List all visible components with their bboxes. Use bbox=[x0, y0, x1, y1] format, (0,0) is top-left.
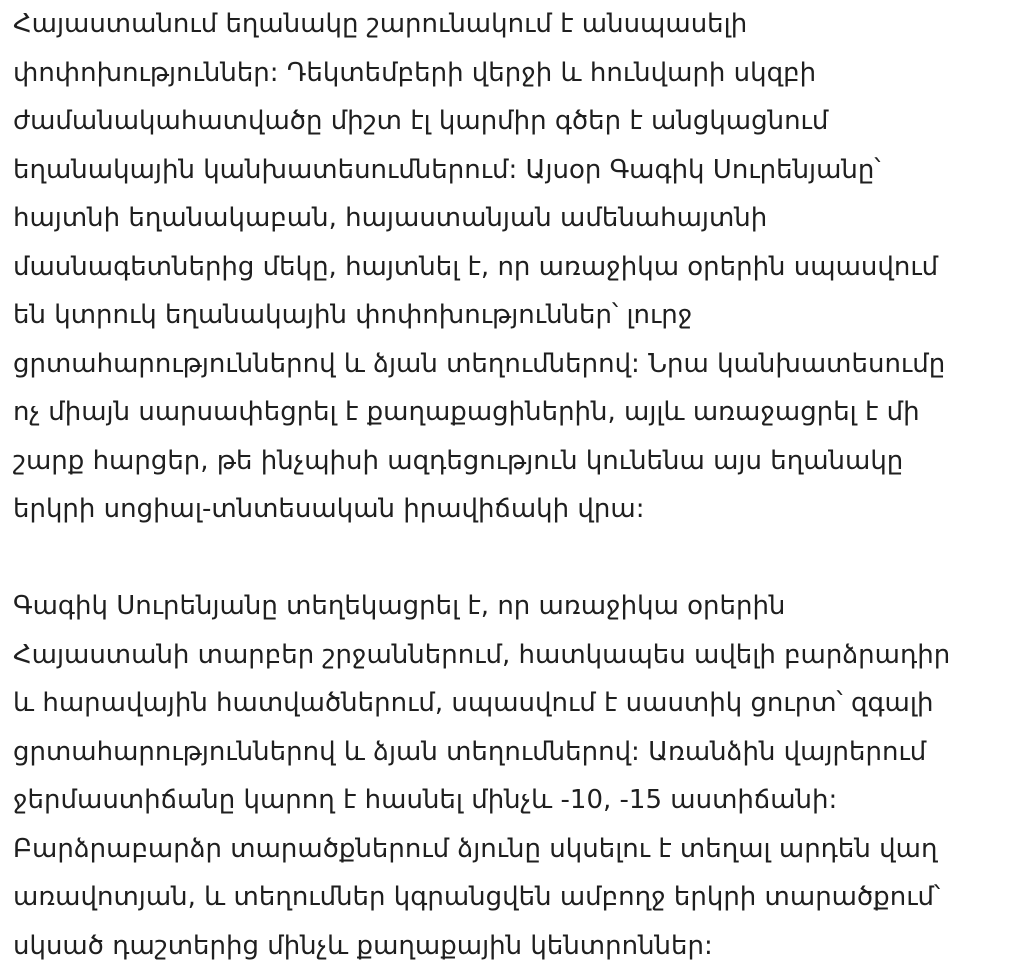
text-line: Բարձրաբարձր տարածքներում ձյունը սկսելու է տեղալ արդեն վաղ bbox=[13, 833, 938, 864]
text-line: շարք հարցեր, թե ինչպիսի ազդեցություն կունենա այս եղանակը bbox=[13, 445, 904, 476]
text-line: մասնագետներից մեկը, հայտնել է, որ առաջիկա օրերին սպասվում bbox=[13, 251, 939, 282]
article-body bbox=[13, 0, 1013, 970]
text-line: փոփոխություններ: Դեկտեմբերի վերջի և հունվարի սկզբի bbox=[13, 57, 817, 88]
text-line: առավոտյան, և տեղումներ կգրանցվեն ամբողջ երկրի տարածքում՝ bbox=[13, 882, 941, 912]
text-line: երկրի սոցիալ-տնտեսական իրավիճակի վրա: bbox=[13, 494, 645, 524]
text-line: Հայաստանի տարբեր շրջաններում, հատկապես ավելի բարձրադիր bbox=[13, 639, 951, 670]
text-line: ջերմաստիճանը կարող է հասնել մինչև -10, -15 աստիճանի: bbox=[13, 785, 838, 815]
text-line: ցրտահարություններով և ձյան տեղումներով: Նրա կանխատեսումը bbox=[13, 348, 946, 379]
text-line: հայտնի եղանակաբան, հայաստանյան ամենահայտնի bbox=[13, 203, 768, 233]
paragraph-2 bbox=[13, 582, 1013, 970]
text-line: Գագիկ Սուրենյանը տեղեկացրել է, որ առաջիկա օրերին bbox=[13, 591, 786, 621]
text-line: և հարավային հատվածներում, սպասվում է սաստիկ ցուրտ՝ զգալի bbox=[13, 688, 934, 718]
text-line: սկսած դաշտերից մինչև քաղաքային կենտրոններ: bbox=[13, 930, 713, 961]
paragraph-spacer bbox=[13, 534, 1013, 583]
text-line: Հայաստանում եղանակը շարունակում է անսպասելի bbox=[13, 9, 748, 39]
text-line: ժամանակահատվածը միշտ էլ կարմիր գծեր է անցկացնում bbox=[13, 106, 829, 136]
text-line: ոչ միայն սարսափեցրել է քաղաքացիներին, այլև առաջացրել է մի bbox=[13, 397, 920, 427]
paragraph-1 bbox=[13, 0, 1013, 534]
text-line: եղանակային կանխատեսումներում: Այսօր Գագիկ Սուրենյանը՝ bbox=[13, 154, 881, 185]
text-line: են կտրուկ եղանակային փոփոխություններ՝ լուրջ bbox=[13, 300, 693, 330]
text-line: ցրտահարություններով և ձյան տեղումներով: Առանձին վայրերում bbox=[13, 736, 927, 767]
